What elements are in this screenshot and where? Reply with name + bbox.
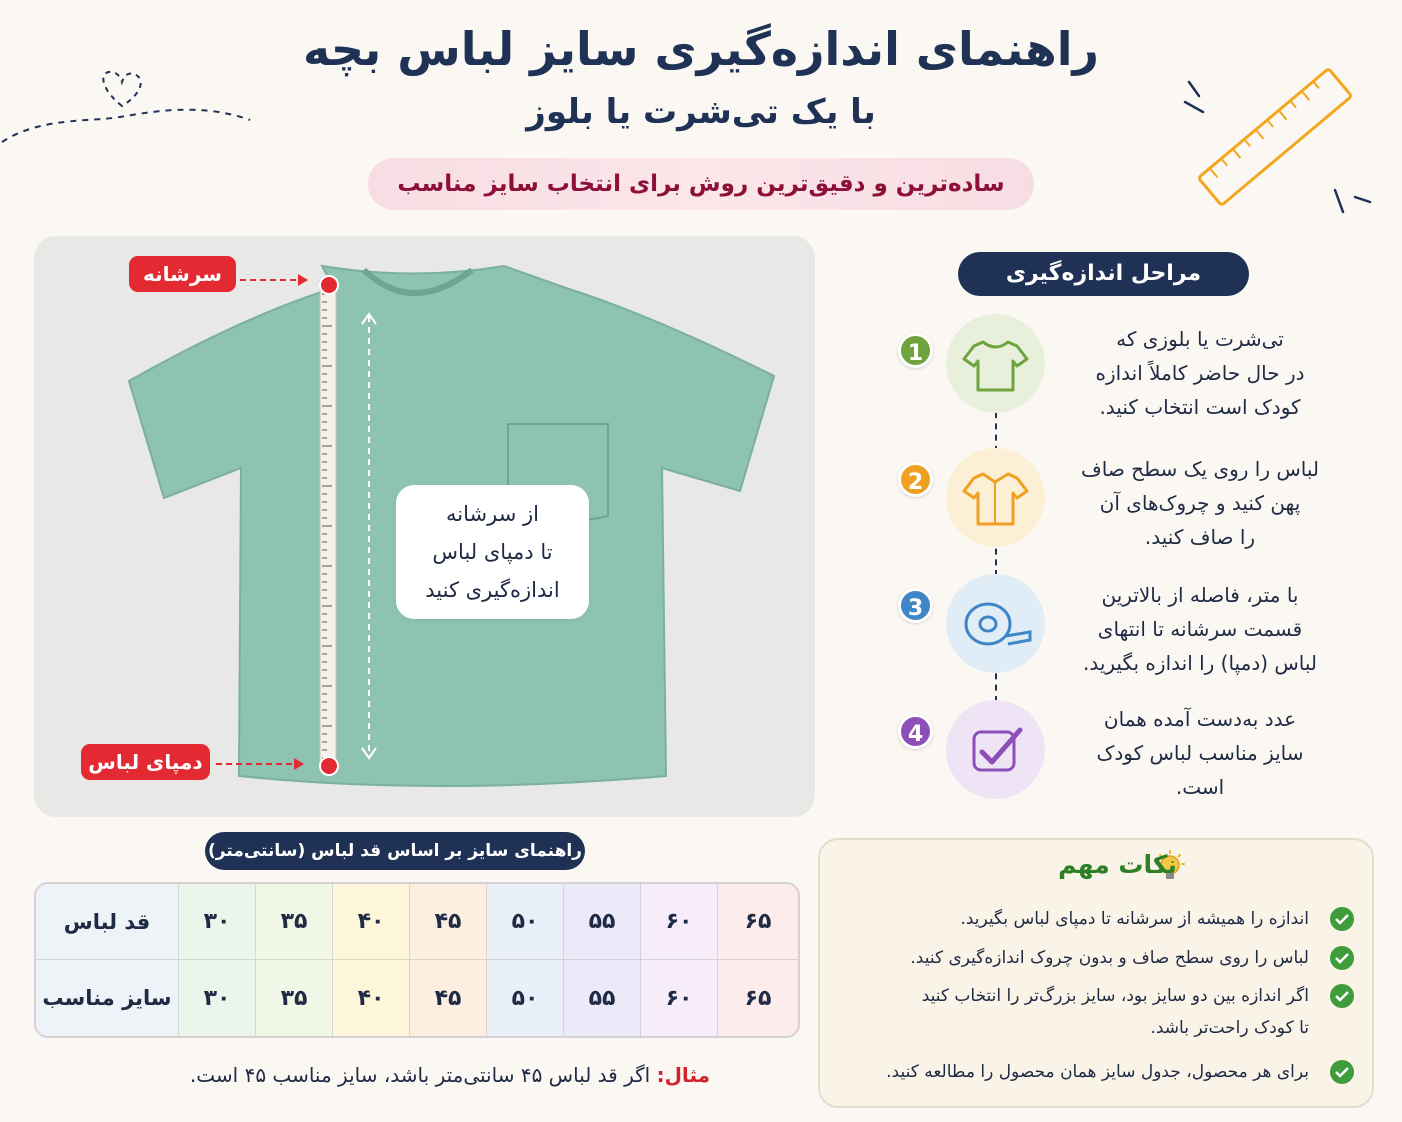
size-cell: ۵۰ (487, 960, 564, 1036)
callout-line: اندازه‌گیری کنید (425, 578, 560, 602)
step-connector (995, 412, 997, 452)
tip-item (845, 1056, 1309, 1088)
tip-line: لباس را روی سطح صاف و بدون چروک اندازه‌گیری کنید. (910, 948, 1309, 968)
size-guide-heading: راهنمای سایز بر اساس قد لباس (سانتی‌متر) (205, 832, 585, 870)
length-cell: ۴۵ (410, 884, 487, 960)
step-line: کودک است انتخاب کنید. (1099, 395, 1301, 419)
example-label: مثال: (656, 1063, 710, 1087)
length-cell: ۳۰ (179, 884, 256, 960)
tip-line: برای هر محصول، جدول سایز همان محصول را مطالعه کنید. (886, 1062, 1309, 1082)
flat-shirt-icon (946, 448, 1045, 547)
tip-item (845, 980, 1309, 1044)
checkmark-icon (946, 700, 1045, 799)
size-table (34, 882, 800, 1038)
size-cell: ۵۵ (564, 960, 641, 1036)
step-line: عدد به‌دست آمده همان (1103, 707, 1297, 731)
check-icon (1330, 1060, 1354, 1084)
step-line: در حال حاضر کاملاً اندازه (1095, 361, 1305, 385)
tape-measure-icon (946, 574, 1045, 673)
tshirt-icon (946, 314, 1045, 413)
step-2-icon-circle (946, 448, 1045, 547)
step-line: تی‌شرت یا بلوزی که (1116, 327, 1284, 351)
length-cell: ۶۵ (718, 884, 798, 960)
measurement-callout (396, 485, 589, 619)
tips-title: نکات مهم (1058, 850, 1177, 879)
step-line: لباس را روی یک سطح صاف (1081, 457, 1319, 481)
check-icon (1330, 946, 1354, 970)
tagline-banner: ساده‌ترین و دقیق‌ترین روش برای انتخاب سایز مناسب (368, 158, 1034, 210)
tip-line: تا کودک راحت‌تر باشد. (1150, 1018, 1309, 1038)
size-cell: ۳۰ (179, 960, 256, 1036)
step-line: لباس (دمپا) را اندازه بگیرید. (1082, 651, 1318, 675)
step-line: را صاف کنید. (1144, 525, 1256, 549)
step-1-text (1065, 322, 1335, 424)
step-4-text (1065, 702, 1335, 804)
steps-heading: مراحل اندازه‌گیری (958, 252, 1249, 296)
callout-line: از سرشانه (446, 502, 539, 526)
step-4-icon-circle (946, 700, 1045, 799)
step-1-icon-circle (946, 314, 1045, 413)
shoulder-arrow-icon (238, 270, 318, 290)
page-title: راهنمای اندازه‌گیری سایز لباس بچه (302, 22, 1100, 76)
shoulder-label: سرشانه (129, 256, 236, 292)
step-1-number: 1 (898, 333, 933, 368)
step-line: پهن کنید و چروک‌های آن (1099, 491, 1301, 515)
row-label-length: قد لباس (36, 884, 179, 960)
step-line: قسمت سرشانه تا انتهای (1097, 617, 1303, 641)
length-cell: ۴۰ (333, 884, 410, 960)
ruler-icon (1175, 62, 1375, 222)
page-subtitle: با یک تی‌شرت یا بلوز (526, 92, 876, 132)
step-line: سایز مناسب لباس کودک (1096, 741, 1304, 765)
check-icon (1330, 907, 1354, 931)
length-cell: ۶۰ (641, 884, 718, 960)
tip-line: اگر اندازه بین دو سایز بود، سایز بزرگ‌تر را انتخاب کنید (921, 986, 1309, 1006)
length-cell: ۵۰ (487, 884, 564, 960)
length-cell: ۵۵ (564, 884, 641, 960)
hem-arrow-icon (214, 754, 314, 774)
check-icon (1330, 984, 1354, 1008)
size-cell: ۴۰ (333, 960, 410, 1036)
step-3-icon-circle (946, 574, 1045, 673)
size-cell: ۳۵ (256, 960, 333, 1036)
size-cell: ۶۰ (641, 960, 718, 1036)
tip-item (845, 903, 1309, 935)
size-cell: ۴۵ (410, 960, 487, 1036)
hem-label: دمپای لباس (81, 744, 210, 780)
example-note (100, 1063, 710, 1087)
row-label-size: سایز مناسب (36, 960, 179, 1036)
step-line: است. (1175, 775, 1225, 799)
size-cell: ۶۵ (718, 960, 798, 1036)
step-3-text (1065, 578, 1335, 680)
length-cell: ۳۵ (256, 884, 333, 960)
step-2-number: 2 (898, 462, 933, 497)
step-4-number: 4 (898, 714, 933, 749)
tip-line: اندازه را همیشه از سرشانه تا دمپای لباس بگیرید. (960, 909, 1309, 929)
tip-item (845, 942, 1309, 974)
step-3-number: 3 (898, 588, 933, 623)
callout-line: تا دمپای لباس (432, 540, 553, 564)
example-text: اگر قد لباس ۴۵ سانتی‌متر باشد، سایز مناسب ۴۵ است. (189, 1063, 657, 1087)
step-2-text (1065, 452, 1335, 554)
step-line: با متر، فاصله از بالاترین (1101, 583, 1299, 607)
